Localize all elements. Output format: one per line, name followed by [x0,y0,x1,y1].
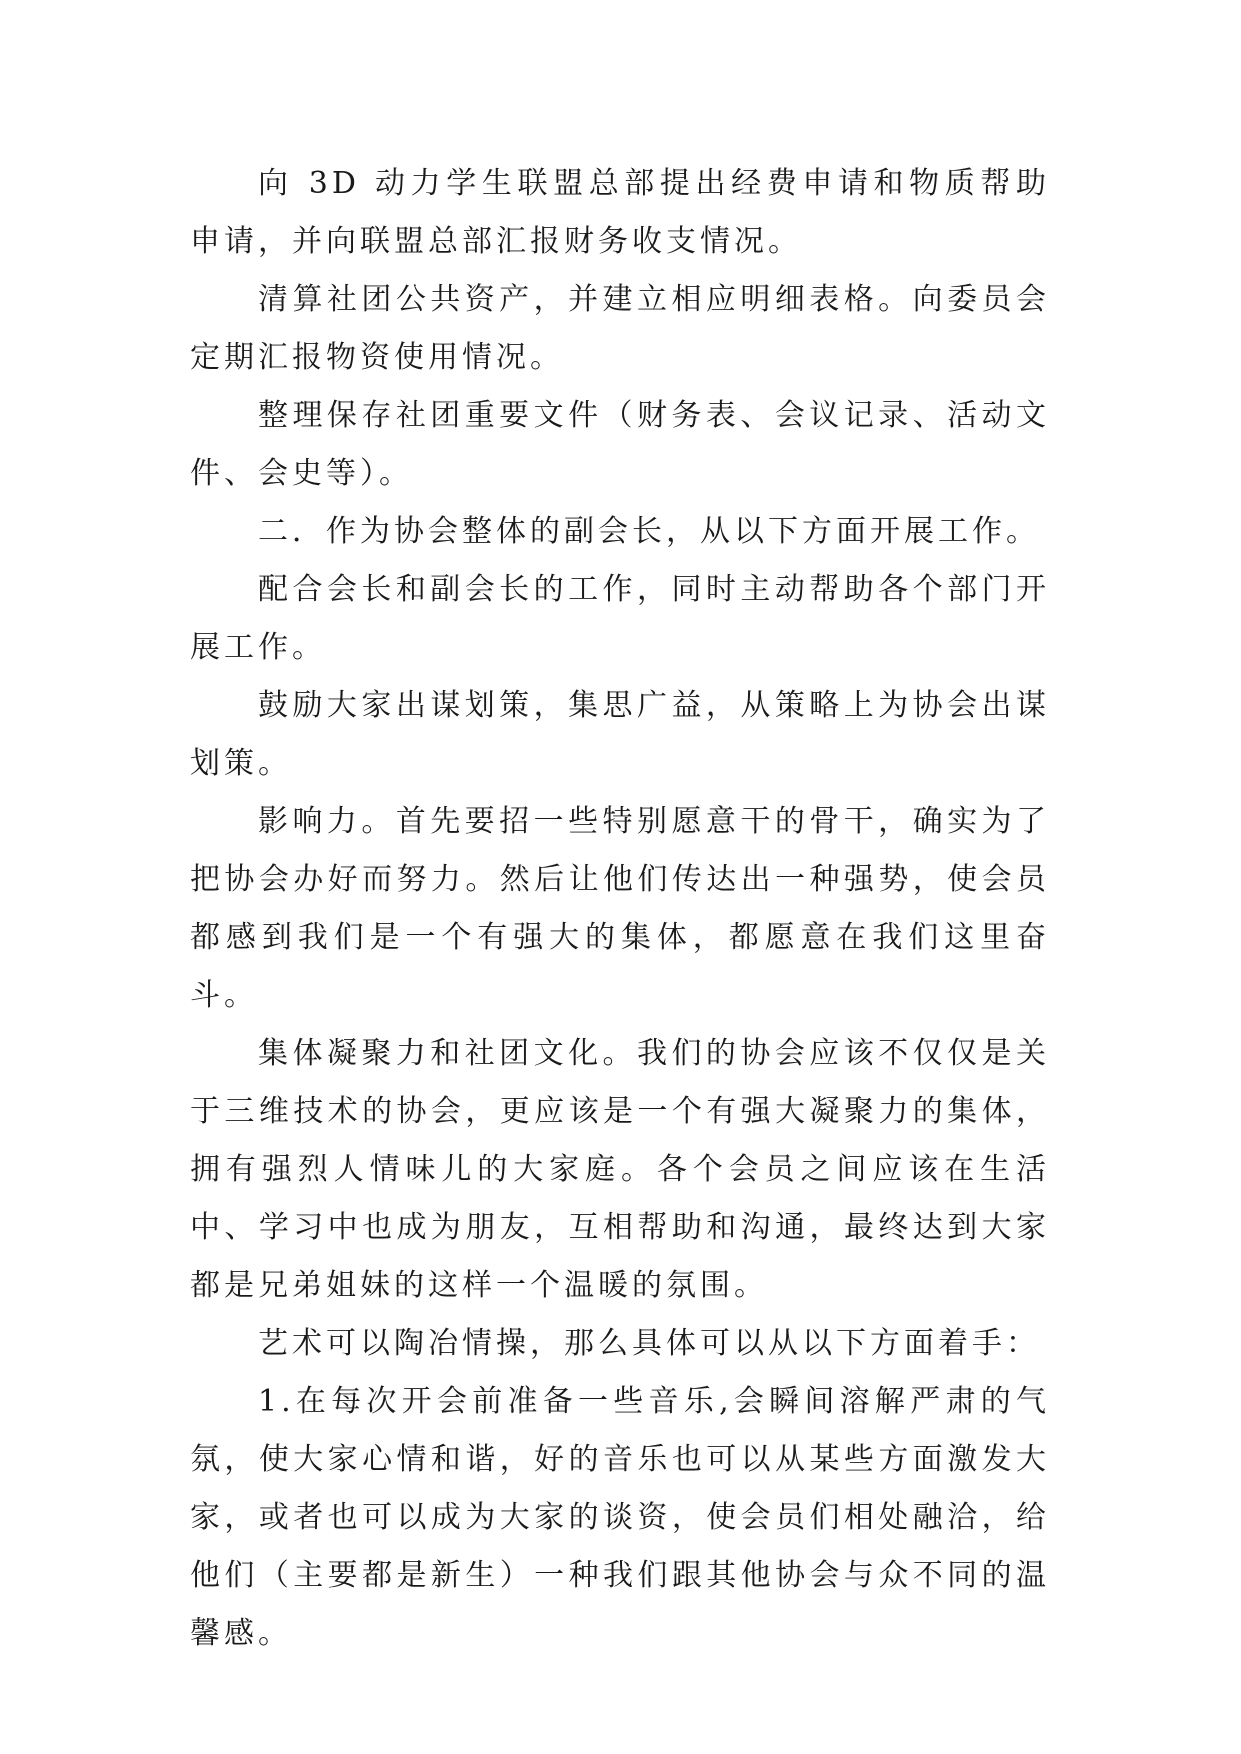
paragraph: 鼓励大家出谋划策，集思广益，从策略上为协会出谋划策。 [190,688,1050,781]
paragraph: 1.在每次开会前准备一些音乐,会瞬间溶解严肃的气氛，使大家心情和谐，好的音乐也可以从某些方面激发大家，或者也可以成为大家的谈资，使会员们相处融洽，给他们（主要都是新生）一种我们跟其他协会与众不同的温馨感。 [190,1384,1050,1651]
document-body [190,155,1050,1663]
paragraph: 向 3D 动力学生联盟总部提出经费申请和物质帮助申请，并向联盟总部汇报财务收支情况。 [190,166,1050,259]
section-heading: 二．作为协会整体的副会长，从以下方面开展工作。 [258,514,1040,549]
paragraph: 配合会长和副会长的工作，同时主动帮助各个部门开展工作。 [190,572,1050,665]
paragraph: 清算社团公共资产，并建立相应明细表格。向委员会定期汇报物资使用情况。 [190,282,1050,375]
paragraph: 集体凝聚力和社团文化。我们的协会应该不仅仅是关于三维技术的协会，更应该是一个有强大凝聚力的集体，拥有强烈人情味儿的大家庭。各个会员之间应该在生活中、学习中也成为朋友，互相帮助和沟通，最终达到大家都是兄弟姐妹的这样一个温暖的氛围。 [190,1036,1050,1303]
paragraph: 影响力。首先要招一些特别愿意干的骨干，确实为了把协会办好而努力。然后让他们传达出一种强势，使会员都感到我们是一个有强大的集体，都愿意在我们这里奋斗。 [190,804,1050,1013]
paragraph: 整理保存社团重要文件（财务表、会议记录、活动文件、会史等）。 [190,398,1050,491]
paragraph: 艺术可以陶冶情操，那么具体可以从以下方面着手： [258,1326,1040,1361]
